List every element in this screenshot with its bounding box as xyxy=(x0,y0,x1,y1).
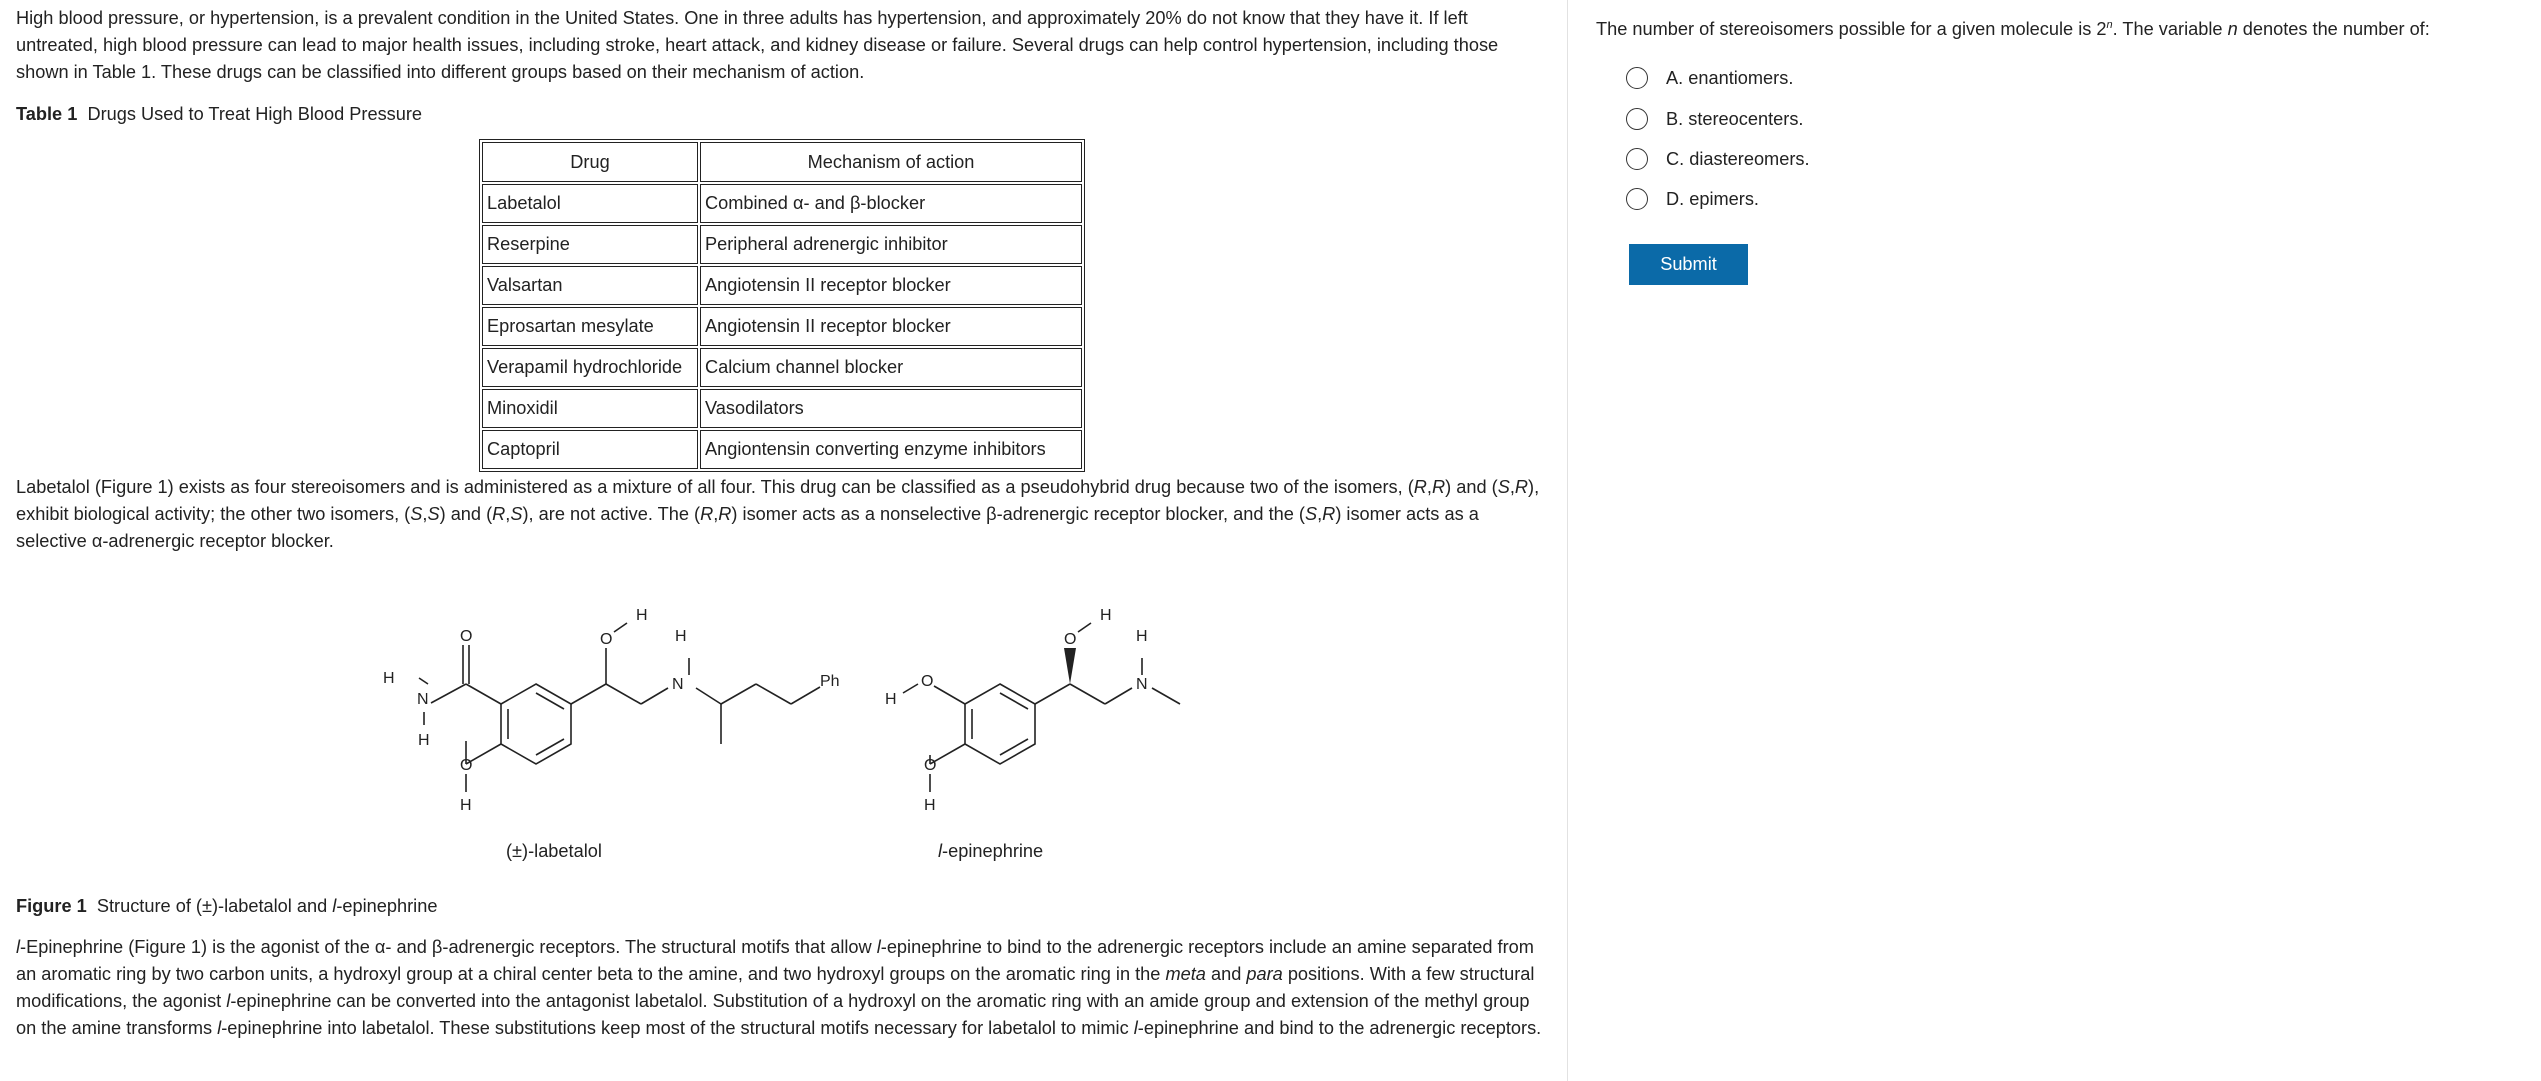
question-stem xyxy=(1596,12,2516,43)
text-run: positions. With a few structural modifications, the agonist xyxy=(16,964,1535,1011)
text-italic: l xyxy=(226,991,231,1011)
config-letter: R xyxy=(492,504,506,524)
table-header-drug: Drug xyxy=(482,142,698,182)
table-cell-mechanism: Calcium channel blocker xyxy=(700,348,1082,387)
label-text: -epinephrine xyxy=(942,841,1044,861)
stem-text: denotes the number of: xyxy=(2237,19,2430,40)
table-row xyxy=(482,184,1082,223)
text-run: -epinephrine and bind to the adrenergic receptors. xyxy=(1137,1018,1542,1038)
text-run: , xyxy=(713,504,719,524)
answer-option-c[interactable] xyxy=(1626,145,1810,173)
text-run: ), are not active. The ( xyxy=(522,504,701,524)
text-italic: l xyxy=(876,937,881,957)
text-run: -epinephrine into labetalol. These substitutions keep most of the structural motifs necessary for labetalol to mimic xyxy=(221,1018,1134,1038)
epinephrine-benzene-ring xyxy=(965,684,1035,764)
config-letter: R xyxy=(1322,504,1336,524)
text-run: , xyxy=(1509,477,1515,497)
config-letter: S xyxy=(1304,504,1318,524)
atom-label: O xyxy=(921,673,934,690)
atom-label: H xyxy=(1136,628,1148,645)
answer-option-d[interactable] xyxy=(1626,185,1759,213)
table-row xyxy=(482,430,1082,469)
text-run: , xyxy=(422,504,428,524)
text-italic: l xyxy=(217,1018,222,1038)
text-run: -epinephrine can be converted into the antagonist labetalol. Substitution of a hydroxyl on the aromatic ring with an amide group and extension of the methyl group on the amine transforms xyxy=(16,991,1530,1038)
table-cell-mechanism: Angiotensin II receptor blocker xyxy=(700,307,1082,346)
stem-text: The number of stereoisomers possible for a given molecule is 2 xyxy=(1596,19,2107,40)
stem-variable: n xyxy=(2227,19,2238,40)
atom-label: H xyxy=(383,670,395,687)
atom-label: H xyxy=(675,628,687,645)
atom-label: O xyxy=(600,631,613,648)
text-italic: l xyxy=(1133,1018,1138,1038)
radio-button[interactable] xyxy=(1626,108,1648,130)
atom-label: O xyxy=(460,628,473,645)
atom-label: N xyxy=(1136,676,1148,693)
text-run: , xyxy=(505,504,511,524)
table-cell-mechanism: Vasodilators xyxy=(700,389,1082,428)
text-italic: meta xyxy=(1165,964,1206,984)
atom-label: H xyxy=(460,797,472,814)
option-label: B. stereocenters. xyxy=(1666,108,1804,129)
labetalol-structure xyxy=(419,623,820,792)
text-run: ) and ( xyxy=(1445,477,1498,497)
config-letter: R xyxy=(1514,477,1529,497)
text-run: , xyxy=(1426,477,1432,497)
atom-label: H xyxy=(1100,607,1112,624)
table-cell-drug: Minoxidil xyxy=(482,389,698,428)
atom-label: O xyxy=(1064,631,1077,648)
table-row xyxy=(482,225,1082,264)
atom-label: H xyxy=(924,797,936,814)
atom-label: Ph xyxy=(820,673,840,690)
text-run: Labetalol (Figure 1) exists as four stereoisomers and is administered as a mixture of all four. This drug can be classified as a pseudohybrid drug because two of the isomers, ( xyxy=(16,477,1414,497)
drugs-table xyxy=(479,139,1085,472)
config-letter: R xyxy=(1431,477,1446,497)
table-cell-mechanism: Peripheral adrenergic inhibitor xyxy=(700,225,1082,264)
stem-superscript-var: n xyxy=(2106,19,2113,31)
figure-caption-text: Structure of (±)-labetalol and xyxy=(96,896,333,916)
text-italic: para xyxy=(1246,964,1283,984)
atom-label: O xyxy=(460,757,473,774)
text-run: ) isomer acts as a nonselective β-adrenergic receptor blocker, and the ( xyxy=(731,504,1305,524)
figure-caption-text: -epinephrine xyxy=(336,896,438,916)
intro-paragraph: High blood pressure, or hypertension, is a prevalent condition in the United States. One in three adults has hypertension, and approximately 20% do not know that they have it. If left untreated, high blood pressure can lead to major health issues, including stroke, heart attack, and kidney disease or failure. Several drugs can help control hypertension, including those shown in Table 1. These drugs can be classified into different groups based on their mechanism of action. xyxy=(16,8,1499,82)
labetalol-atom-labels xyxy=(383,607,840,814)
text-run: -Epinephrine (Figure 1) is the agonist of the α- and β-adrenergic receptors. The structural motifs that allow xyxy=(20,937,877,957)
config-letter: S xyxy=(1497,477,1510,497)
text-run: and xyxy=(1205,964,1247,984)
text-run: ) isomer acts as a selective α-adrenergic receptor blocker. xyxy=(16,504,1479,551)
answer-option-a[interactable] xyxy=(1626,64,1793,92)
table-row xyxy=(482,307,1082,346)
table-caption-label: Table 1 xyxy=(16,104,78,124)
submit-button[interactable]: Submit xyxy=(1629,244,1748,285)
text-run: , xyxy=(1317,504,1323,524)
radio-button[interactable] xyxy=(1626,188,1648,210)
table-cell-drug: Labetalol xyxy=(482,184,698,223)
text-run: ) and ( xyxy=(439,504,493,524)
table-cell-drug: Valsartan xyxy=(482,266,698,305)
config-letter: R xyxy=(700,504,714,524)
table-cell-drug: Verapamil hydrochloride xyxy=(482,348,698,387)
table-cell-drug: Eprosartan mesylate xyxy=(482,307,698,346)
figure-1-structures xyxy=(350,585,1250,845)
labetalol-paragraph xyxy=(16,474,1551,555)
atom-label: H xyxy=(636,607,648,624)
epinephrine-structure xyxy=(903,623,1180,792)
radio-button[interactable] xyxy=(1626,67,1648,89)
config-letter: R xyxy=(1413,477,1427,497)
atom-label: N xyxy=(672,676,684,693)
label-italic: l xyxy=(938,841,943,861)
answer-option-b[interactable] xyxy=(1626,105,1803,133)
config-letter: S xyxy=(427,504,440,524)
option-label: D. epimers. xyxy=(1666,188,1759,209)
table-row xyxy=(482,348,1082,387)
table-row xyxy=(482,266,1082,305)
option-label: A. enantiomers. xyxy=(1666,67,1794,88)
config-letter: S xyxy=(510,504,523,524)
labetalol-label: (±)-labetalol xyxy=(506,841,602,861)
table-row xyxy=(482,389,1082,428)
table-cell-mechanism: Angiontensin converting enzyme inhibitors xyxy=(700,430,1082,469)
table-cell-drug: Reserpine xyxy=(482,225,698,264)
table-caption xyxy=(16,101,422,128)
atom-label: O xyxy=(924,757,937,774)
config-letter: R xyxy=(718,504,732,524)
text-run: ), exhibit biological activity; the other two isomers, ( xyxy=(16,477,1540,524)
table-cell-mechanism: Angiotensin II receptor blocker xyxy=(700,266,1082,305)
table-caption-text: Drugs Used to Treat High Blood Pressure xyxy=(87,104,423,124)
epinephrine-paragraph xyxy=(16,934,1551,1042)
epinephrine-label xyxy=(938,841,1043,862)
table-cell-mechanism: Combined α- and β-blocker xyxy=(700,184,1082,223)
table-header-row xyxy=(482,142,1082,182)
config-letter: S xyxy=(410,504,423,524)
option-label: C. diastereomers. xyxy=(1666,148,1810,169)
text-italic: l xyxy=(16,937,21,957)
stem-text: . The variable xyxy=(2112,19,2228,40)
table-header-mechanism: Mechanism of action xyxy=(700,142,1082,182)
figure-caption-italic: l xyxy=(332,896,337,916)
atom-label: H xyxy=(885,691,897,708)
atom-label: H xyxy=(418,732,430,749)
figure-caption-label: Figure 1 xyxy=(16,896,87,916)
epinephrine-atom-labels xyxy=(885,607,1148,814)
figure-caption xyxy=(16,893,437,920)
wedge-bond xyxy=(1064,648,1076,684)
radio-button[interactable] xyxy=(1626,148,1648,170)
table-cell-drug: Captopril xyxy=(482,430,698,469)
labetalol-benzene-ring xyxy=(501,684,571,764)
atom-label: N xyxy=(417,691,429,708)
text-run: -epinephrine to bind to the adrenergic receptors include an amine separated from an aromatic ring by two carbon units, a hydroxyl group at a chiral center beta to the amine, and two hydroxyl groups on the aromatic ring in the xyxy=(16,937,1534,984)
